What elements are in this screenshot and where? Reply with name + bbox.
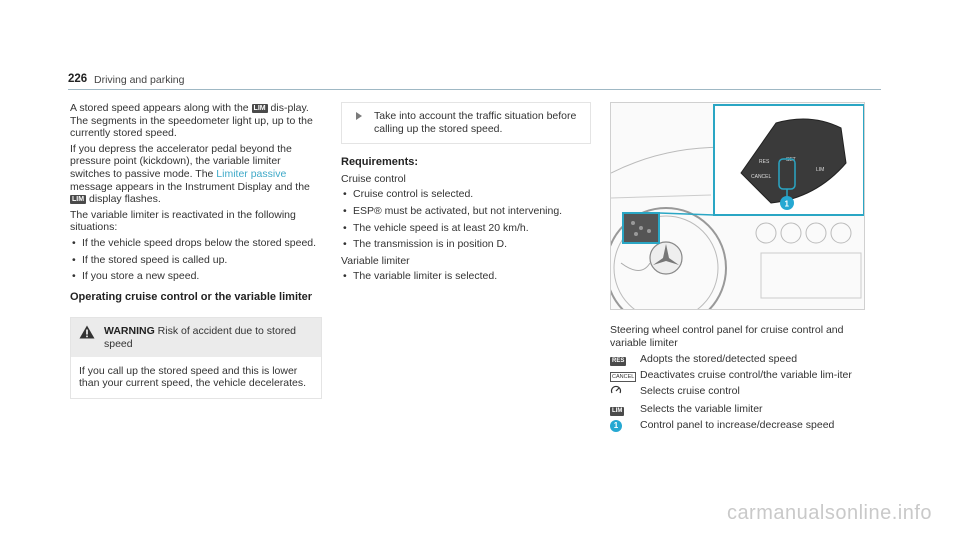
lim-badge-icon: LIM — [253, 105, 266, 112]
res-icon: RES — [612, 358, 625, 365]
limiter-requirements-list — [341, 270, 591, 283]
cancel-icon: CANCEL — [612, 374, 635, 381]
list-item: • ESP® must be activated, but not intervening. — [341, 205, 591, 218]
column-1 — [70, 102, 322, 399]
steering-wheel-illustration — [611, 103, 865, 310]
section-title: Driving and parking — [94, 74, 185, 86]
paragraph-reactivated: The variable limiter is reactivated in the following situations: — [70, 208, 296, 234]
column-3 — [610, 102, 866, 435]
warning-header — [71, 318, 321, 356]
legend-item: CANCEL Deactivates cruise control/the variable lim-iter — [612, 369, 852, 382]
limiter-passive-link[interactable]: Limiter passive — [216, 167, 287, 180]
lim-icon: LIM — [612, 407, 623, 414]
variable-limiter-label: Variable limiter — [341, 254, 410, 267]
list-item: • The transmission is in position D. — [341, 238, 591, 251]
cruise-control-label: Cruise control — [341, 172, 406, 185]
legend-item: Selects cruise control — [610, 385, 866, 400]
list-item: • If you store a new speed. — [70, 270, 322, 283]
warning-triangle-icon — [79, 325, 95, 339]
figure-caption: Steering wheel control panel for cruise control and variable limiter — [610, 324, 844, 349]
callout-number: 1 — [784, 199, 789, 209]
note-text: Take into account the traffic situation before calling up the stored speed. — [374, 110, 577, 135]
paragraph-kickdown: If you depress the accelerator pedal beyond the pressure point (kickdown), the variable limiter switches to passive mode. The Limiter passive message appears in the Instrument Display and the LIM display flashes. — [70, 142, 310, 206]
list-item: • The variable limiter is selected. — [341, 270, 591, 283]
fig-lim-button-label: LIM — [816, 167, 825, 173]
reactivation-list — [70, 237, 322, 283]
legend-item: RES Adopts the stored/detected speed — [612, 353, 798, 366]
warning-body: If you call up the stored speed and this is lower than your current speed, the vehicle decelerates. — [79, 364, 307, 390]
legend-item: LIM Selects the variable limiter — [612, 402, 763, 415]
fig-res-button-label: RES — [759, 159, 770, 165]
fig-set-button-label: SET — [786, 157, 796, 163]
legend-list — [610, 353, 866, 432]
fig-cancel-button-label: CANCEL — [751, 174, 772, 180]
page-header — [68, 73, 881, 90]
legend-item: 1 Control panel to increase/decrease speed — [610, 419, 866, 432]
list-item: • If the stored speed is called up. — [70, 254, 322, 267]
arrow-right-icon — [356, 112, 362, 120]
column-2 — [341, 102, 591, 287]
cruise-requirements-list — [341, 188, 591, 250]
section-heading: Operating cruise control or the variable limiter — [70, 290, 313, 303]
watermark: carmanualsonline.info — [726, 502, 932, 524]
note-box — [341, 102, 591, 144]
steering-wheel-figure — [610, 102, 865, 310]
callout-1-icon: 1 — [610, 420, 622, 432]
lim-badge-icon: LIM — [72, 196, 85, 204]
list-item: • The vehicle speed is at least 20 km/h. — [341, 222, 591, 235]
page-number: 226 — [68, 73, 88, 85]
paragraph-stored-speed: A stored speed appears along with the LIM dis-play. The segments in the speedometer light up, up to the currently stored speed. — [70, 102, 313, 140]
list-item: • If the vehicle speed drops below the stored speed. — [70, 237, 322, 250]
warning-head-text: Risk of accident due to stored speed — [104, 325, 296, 350]
warning-box — [70, 317, 322, 398]
cruise-control-icon — [610, 385, 622, 396]
list-item: • Cruise control is selected. — [341, 188, 591, 201]
requirements-title: Requirements: — [341, 156, 419, 169]
warning-label: WARNING — [104, 325, 155, 338]
